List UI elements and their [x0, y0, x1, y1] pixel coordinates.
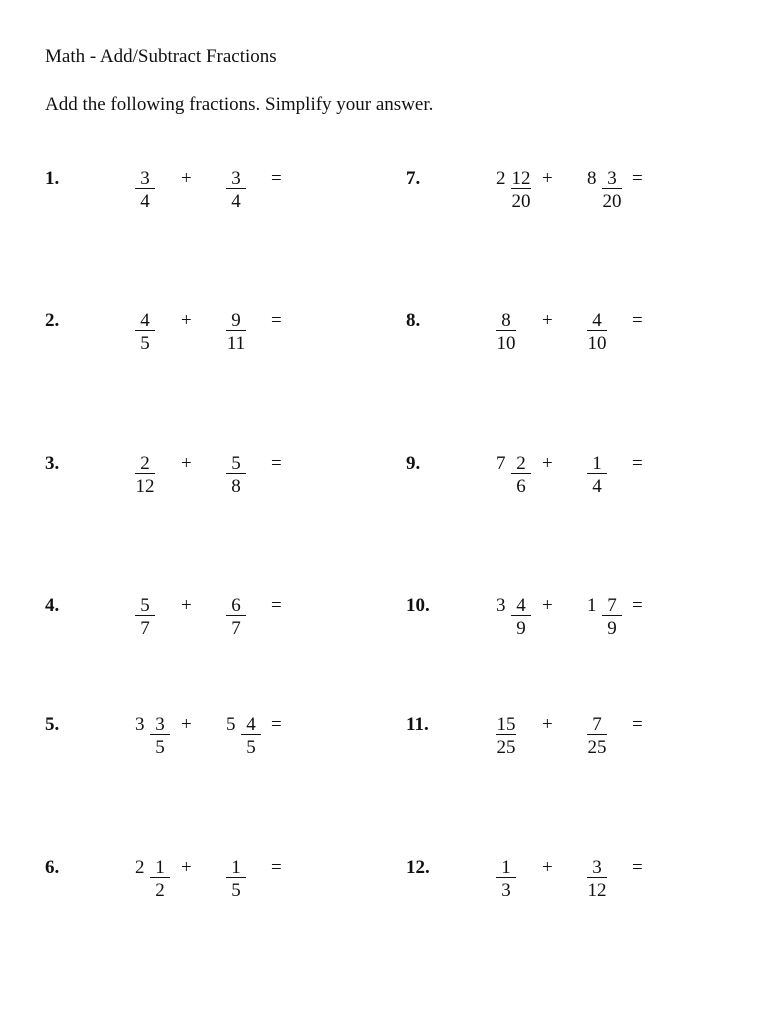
whole-number: 5 — [226, 714, 236, 735]
whole-number: 8 — [587, 168, 597, 189]
denominator: 6 — [516, 476, 526, 497]
fraction — [508, 168, 534, 213]
whole-number: 2 — [496, 168, 506, 189]
fraction — [132, 595, 158, 640]
problem-item — [406, 453, 736, 503]
problem-number: 7. — [406, 168, 421, 189]
operator-plus: + — [542, 857, 553, 878]
worksheet-instructions: Add the following fractions. Simplify your answer. — [45, 94, 434, 115]
numerator: 3 — [132, 168, 158, 190]
equals-sign: = — [632, 714, 643, 735]
problem-number: 9. — [406, 453, 421, 474]
denominator: 4 — [140, 191, 150, 212]
numerator: 2 — [132, 453, 158, 475]
denominator: 20 — [511, 191, 531, 212]
problem-number: 12. — [406, 857, 430, 878]
problem-number: 2. — [45, 310, 60, 331]
operator-plus: + — [181, 453, 192, 474]
denominator: 20 — [602, 191, 622, 212]
whole-number: 3 — [135, 714, 145, 735]
operator-plus: + — [181, 310, 192, 331]
numerator: 3 — [584, 857, 610, 879]
fraction — [584, 714, 610, 759]
fraction — [599, 168, 625, 213]
problem-number: 1. — [45, 168, 60, 189]
problem-item — [406, 168, 736, 218]
numerator: 4 — [508, 595, 534, 617]
fraction — [584, 857, 610, 902]
denominator: 4 — [231, 191, 241, 212]
numerator: 1 — [147, 857, 173, 879]
denominator: 9 — [516, 618, 526, 639]
denominator: 9 — [607, 618, 617, 639]
denominator: 12 — [135, 476, 155, 497]
denominator: 12 — [587, 880, 607, 901]
denominator: 11 — [226, 333, 246, 354]
numerator: 2 — [508, 453, 534, 475]
numerator: 4 — [584, 310, 610, 332]
numerator: 12 — [508, 168, 534, 190]
denominator: 25 — [587, 737, 607, 758]
fraction — [223, 168, 249, 213]
denominator: 3 — [501, 880, 511, 901]
numerator: 1 — [493, 857, 519, 879]
problem-number: 3. — [45, 453, 60, 474]
problem-item — [45, 453, 375, 503]
numerator: 3 — [599, 168, 625, 190]
whole-number: 7 — [496, 453, 506, 474]
numerator: 9 — [223, 310, 249, 332]
denominator: 5 — [231, 880, 241, 901]
whole-number: 1 — [587, 595, 597, 616]
fraction — [223, 595, 249, 640]
denominator: 5 — [155, 737, 165, 758]
fraction — [223, 857, 249, 902]
equals-sign: = — [271, 714, 282, 735]
denominator: 7 — [140, 618, 150, 639]
numerator: 5 — [223, 453, 249, 475]
denominator: 7 — [231, 618, 241, 639]
denominator: 4 — [592, 476, 602, 497]
denominator: 5 — [140, 333, 150, 354]
fraction — [493, 310, 519, 355]
fraction — [584, 310, 610, 355]
numerator: 1 — [223, 857, 249, 879]
problem-number: 5. — [45, 714, 60, 735]
numerator: 3 — [223, 168, 249, 190]
equals-sign: = — [271, 168, 282, 189]
fraction — [223, 310, 249, 355]
fraction — [132, 168, 158, 213]
fraction — [508, 595, 534, 640]
fraction — [508, 453, 534, 498]
operator-plus: + — [542, 714, 553, 735]
problem-number: 10. — [406, 595, 430, 616]
equals-sign: = — [632, 595, 643, 616]
denominator: 10 — [496, 333, 516, 354]
problem-item — [45, 310, 375, 360]
numerator: 5 — [132, 595, 158, 617]
equals-sign: = — [271, 595, 282, 616]
fraction — [493, 857, 519, 902]
worksheet-title: Math - Add/Subtract Fractions — [45, 46, 277, 67]
problem-item — [45, 714, 375, 764]
operator-plus: + — [181, 714, 192, 735]
operator-plus: + — [542, 453, 553, 474]
denominator: 25 — [496, 737, 516, 758]
problem-item — [406, 857, 736, 907]
problem-item — [406, 310, 736, 360]
numerator: 3 — [147, 714, 173, 736]
equals-sign: = — [632, 857, 643, 878]
problem-number: 6. — [45, 857, 60, 878]
whole-number: 2 — [135, 857, 145, 878]
fraction — [147, 857, 173, 902]
whole-number: 3 — [496, 595, 506, 616]
numerator: 7 — [584, 714, 610, 736]
problem-item — [406, 595, 736, 645]
fraction — [132, 310, 158, 355]
fraction — [584, 453, 610, 498]
operator-plus: + — [181, 595, 192, 616]
problem-item — [406, 714, 736, 764]
equals-sign: = — [271, 857, 282, 878]
problem-number: 11. — [406, 714, 429, 735]
denominator: 5 — [246, 737, 256, 758]
numerator: 4 — [132, 310, 158, 332]
fraction — [599, 595, 625, 640]
numerator: 8 — [493, 310, 519, 332]
numerator: 1 — [584, 453, 610, 475]
denominator: 10 — [587, 333, 607, 354]
operator-plus: + — [542, 595, 553, 616]
fraction — [132, 453, 158, 498]
numerator: 7 — [599, 595, 625, 617]
numerator: 4 — [238, 714, 264, 736]
equals-sign: = — [271, 310, 282, 331]
fraction — [147, 714, 173, 759]
equals-sign: = — [632, 453, 643, 474]
operator-plus: + — [181, 168, 192, 189]
denominator: 8 — [231, 476, 241, 497]
operator-plus: + — [542, 168, 553, 189]
fraction — [493, 714, 519, 759]
equals-sign: = — [632, 168, 643, 189]
problem-number: 8. — [406, 310, 421, 331]
operator-plus: + — [181, 857, 192, 878]
fraction — [238, 714, 264, 759]
problem-item — [45, 168, 375, 218]
problem-item — [45, 857, 375, 907]
denominator: 2 — [155, 880, 165, 901]
numerator: 15 — [493, 714, 519, 736]
operator-plus: + — [542, 310, 553, 331]
equals-sign: = — [271, 453, 282, 474]
problem-number: 4. — [45, 595, 60, 616]
numerator: 6 — [223, 595, 249, 617]
fraction — [223, 453, 249, 498]
equals-sign: = — [632, 310, 643, 331]
problem-item — [45, 595, 375, 645]
